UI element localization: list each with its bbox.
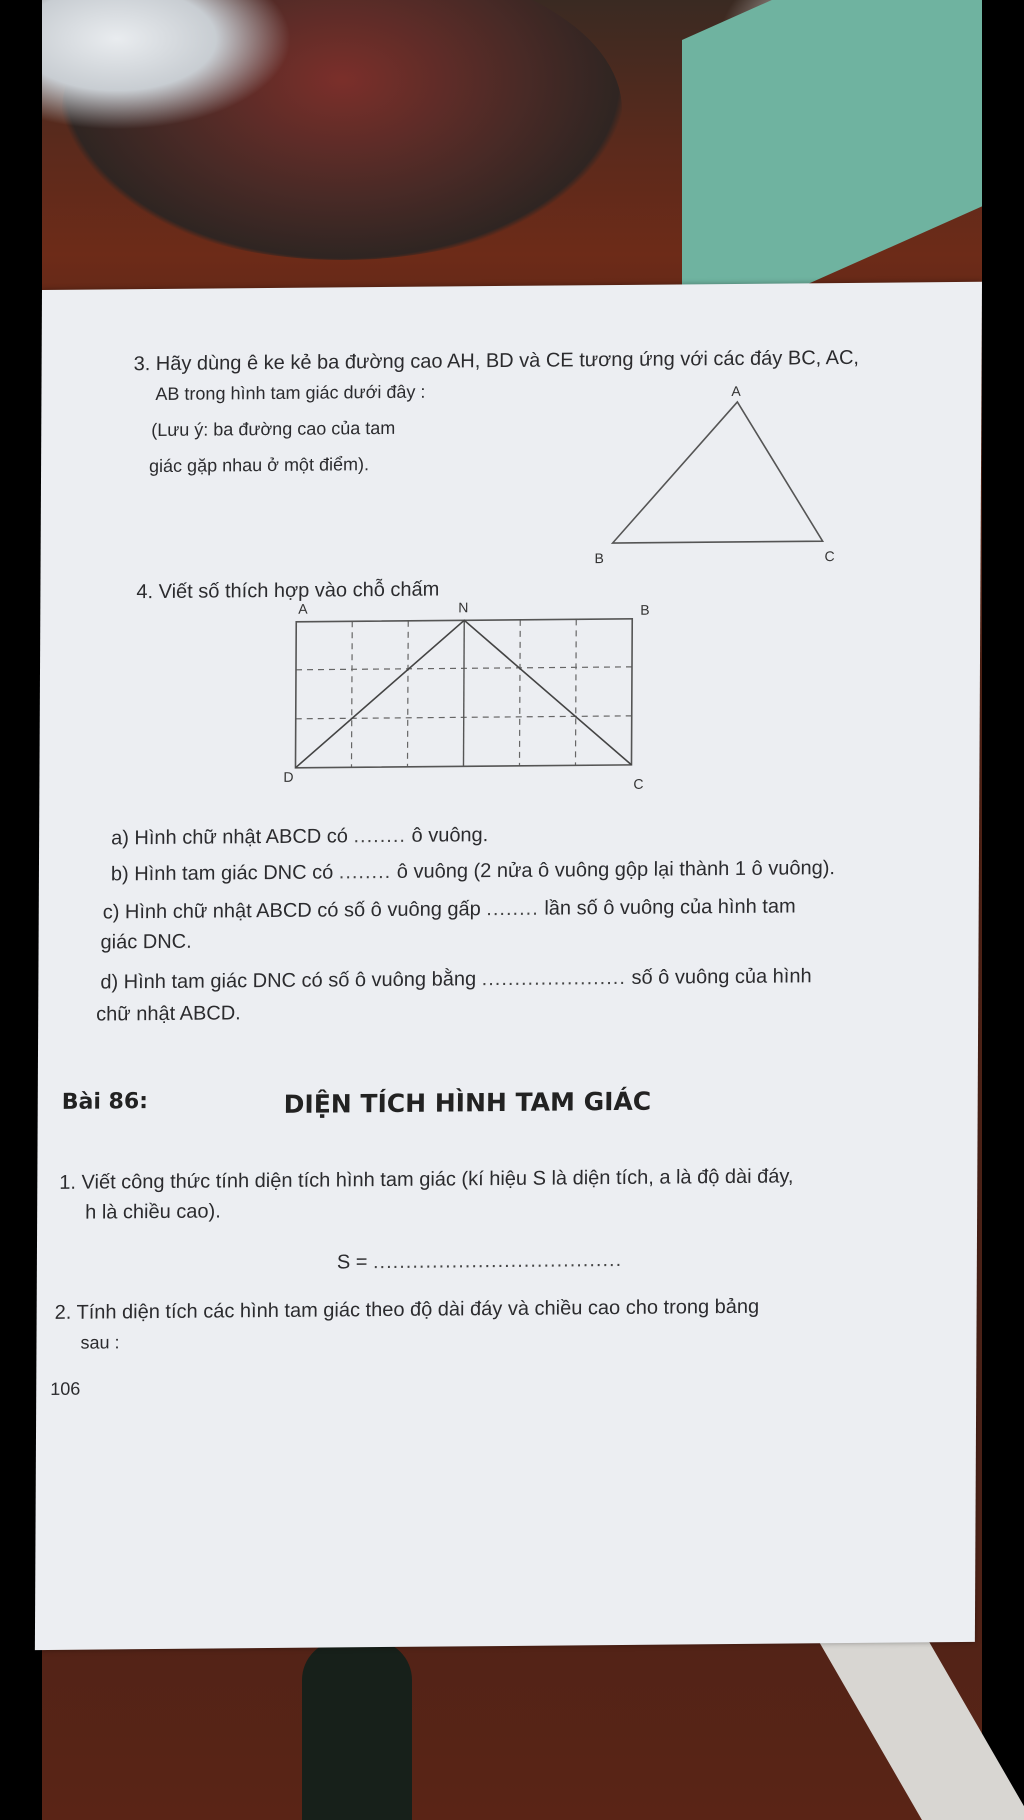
ex3-line-2: AB trong hình tam giác dưới đây : bbox=[155, 381, 426, 405]
ex3-line-1: 3. Hãy dùng ê ke kẻ ba đường cao AH, BD và CE tương ứng với các đáy BC, AC, bbox=[133, 346, 860, 376]
background-cloth bbox=[42, 0, 292, 130]
grid-rectangle-figure bbox=[239, 594, 700, 798]
grid-center-line bbox=[463, 620, 464, 766]
vertex-label-a: A bbox=[731, 383, 741, 399]
ex4-item-d-line2: chữ nhật ABCD. bbox=[96, 1002, 241, 1026]
grid-label-n: N bbox=[458, 599, 469, 616]
q2-line-2: sau : bbox=[80, 1332, 120, 1353]
q1-line-2: h là chiều cao). bbox=[85, 1200, 221, 1224]
background-bottle bbox=[302, 1640, 412, 1820]
page-number: 106 bbox=[50, 1378, 81, 1399]
formula-blank[interactable]: ...................................... bbox=[372, 1248, 623, 1274]
answer-blank-c[interactable]: ........ bbox=[486, 897, 539, 921]
workbook-page bbox=[35, 282, 982, 1650]
triangle-abc bbox=[613, 401, 824, 543]
ex4-item-c: c) Hình chữ nhật ABCD có số ô vuông gấp ........ lần số ô vuông của hình tam bbox=[102, 895, 796, 924]
ex4-item-b: b) Hình tam giác DNC có ........ ô vuông (2 nửa ô vuông gộp lại thành 1 ô vuông). bbox=[110, 857, 836, 886]
ex4-heading: 4. Viết số thích hợp vào chỗ chấm bbox=[136, 578, 440, 604]
q1-formula: S = ...................................... bbox=[336, 1248, 623, 1274]
q1-line-1: 1. Viết công thức tính diện tích hình tam giác (kí hiệu S là diện tích, a là độ dài đáy, bbox=[59, 1165, 794, 1194]
grid-label-a: A bbox=[298, 600, 308, 617]
grid-label-d: D bbox=[283, 768, 294, 785]
ex3-note-2: giác gặp nhau ở một điểm). bbox=[149, 454, 370, 477]
ex4-item-a: a) Hình chữ nhật ABCD có ........ ô vuông. bbox=[111, 824, 489, 850]
ex3-note-1: (Lưu ý: ba đường cao của tam bbox=[151, 417, 396, 441]
answer-blank-b[interactable]: ........ bbox=[338, 860, 392, 884]
grid-label-b: B bbox=[640, 601, 650, 618]
answer-blank-a[interactable]: ........ bbox=[353, 824, 407, 848]
answer-blank-d[interactable]: ...................... bbox=[481, 966, 626, 991]
q2-line-1: 2. Tính diện tích các hình tam giác theo độ dài đáy và chiều cao cho trong bảng bbox=[54, 1295, 760, 1324]
lesson-label: Bài 86: bbox=[61, 1089, 149, 1115]
vertex-label-b: B bbox=[594, 550, 604, 567]
lesson-title: DIỆN TÍCH HÌNH TAM GIÁC bbox=[283, 1086, 652, 1119]
grid-label-c: C bbox=[633, 775, 644, 792]
triangle-abc-figure bbox=[540, 383, 841, 586]
ex4-item-c-line2: giác DNC. bbox=[100, 930, 192, 954]
ex4-item-d: d) Hình tam giác DNC có số ô vuông bằng ...................... số ô vuông của hình bbox=[100, 965, 812, 994]
vertex-label-c: C bbox=[824, 548, 835, 565]
